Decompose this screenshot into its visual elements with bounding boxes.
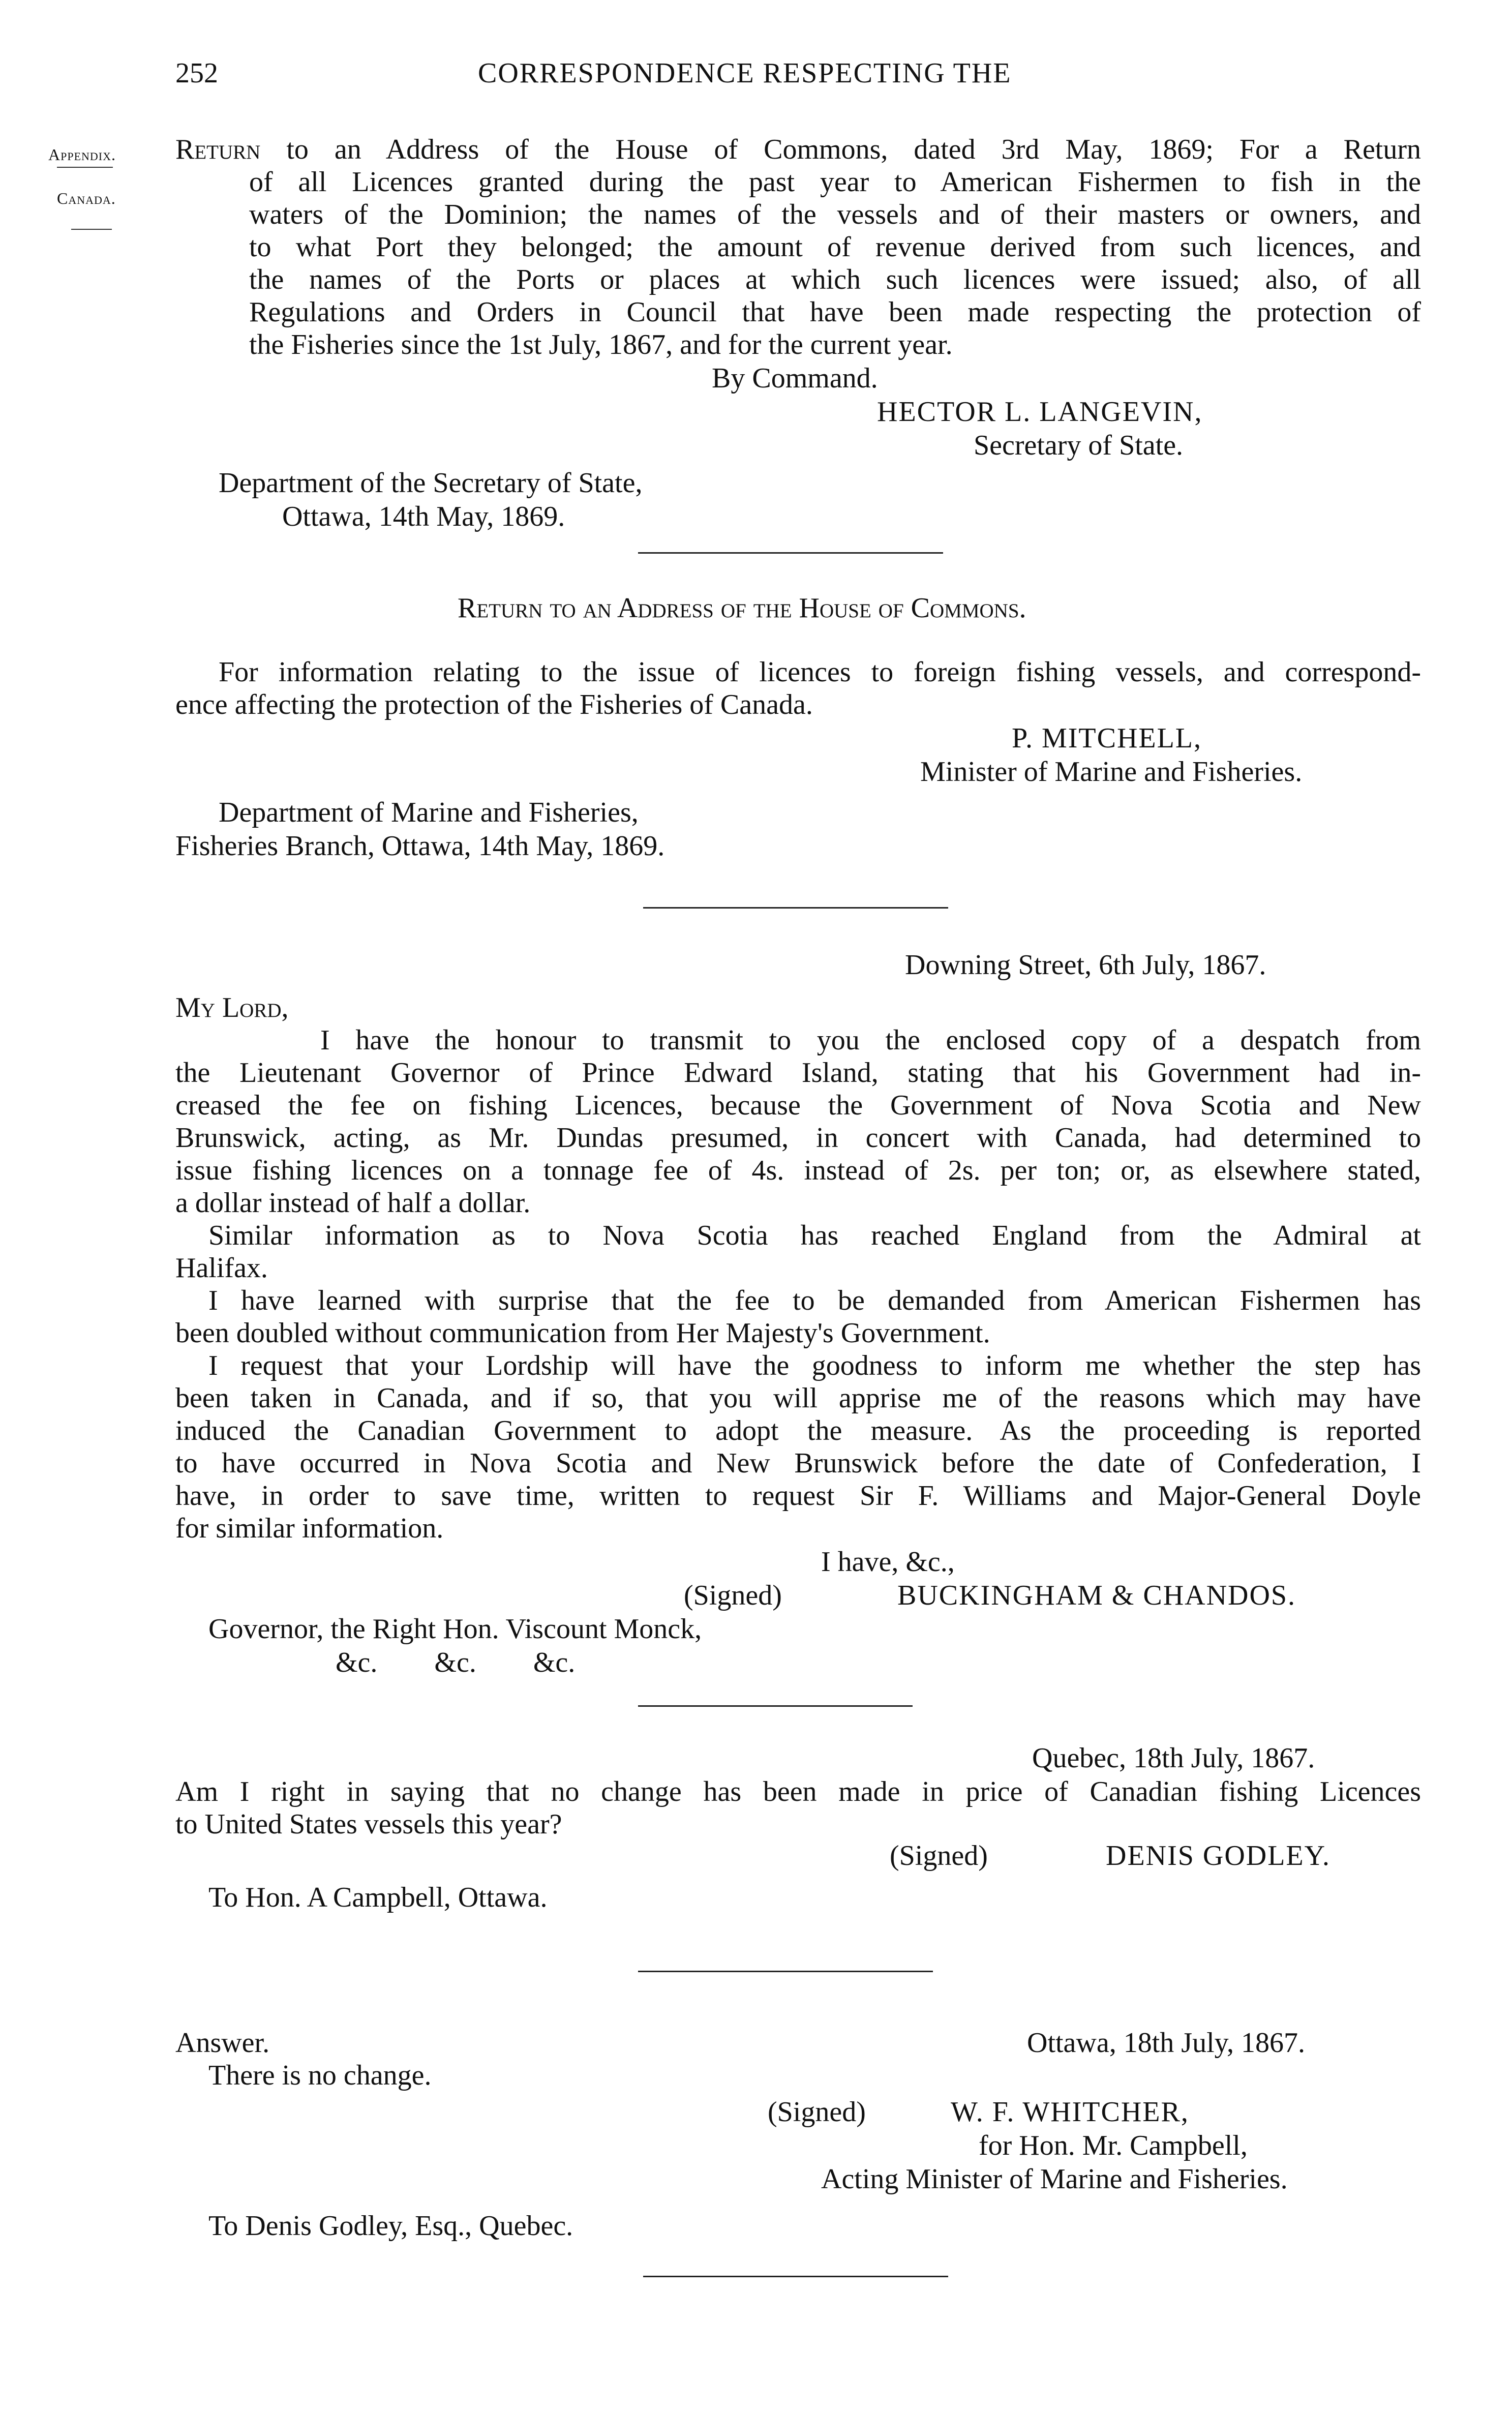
section-divider [643,2276,948,2277]
section-divider [643,907,948,909]
section-divider [638,552,943,554]
letter2-line2: to United States vessels this year? [175,1808,562,1840]
return1-line3: waters of the Dominion; the names of the vessels and of their masters or owners, and [249,199,1421,230]
letter1-line: I request that your Lordship will have the goodness to inform me whether the step has [208,1350,1421,1381]
running-title: CORRESPONDENCE RESPECTING THE [478,57,1012,89]
letter1-line: a dollar instead of half a dollar. [175,1187,531,1219]
return2-dept-line1: Department of Marine and Fisheries, [219,797,639,828]
return1-line5: the names of the Ports or places at which such licences were issued; also, of all [249,264,1421,295]
signer-mitchell: P. MITCHELL, [1012,722,1202,754]
letter3-body: There is no change. [208,2060,432,2091]
signer-langevin-title: Secretary of State. [974,430,1184,461]
letter1-salutation: My Lord, [175,992,289,1023]
signer-langevin: HECTOR L. LANGEVIN, [877,396,1203,428]
signer-whitcher: W. F. WHITCHER, [951,2096,1189,2128]
letter1-line: Similar information as to Nova Scotia has reached England from the Admiral at [208,1220,1421,1251]
letter1-line: been taken in Canada, and if so, that you will apprise me of the reasons which may have [175,1382,1421,1414]
letter1-addressee1: Governor, the Right Hon. Viscount Monck, [208,1613,702,1645]
letter3-label: Answer. [175,2027,270,2059]
letter2-dateline: Quebec, 18th July, 1867. [1032,1742,1315,1774]
letter1-line: been doubled without communication from Her Majesty's Government. [175,1317,990,1349]
letter1-line: issue fishing licences on a tonnage fee of 4s. instead of 2s. per ton; or, as elsewhere stated, [175,1155,1421,1186]
letter2-addressee: To Hon. A Campbell, Ottawa. [208,1882,548,1913]
letter1-line: have, in order to save time, written to request Sir F. Williams and Major-General Doyle [175,1480,1421,1512]
section-divider [638,1971,933,1972]
margin-note-appendix: Appendix. [48,145,116,164]
by-command: By Command. [712,363,878,394]
return1-dept-line2: Ottawa, 14th May, 1869. [282,501,565,532]
letter2-line1: Am I right in saying that no change has been made in price of Canadian fishing Licences [175,1776,1421,1807]
letter1-addressee2: &c. &c. &c. [336,1647,576,1678]
section-divider [638,1705,913,1707]
letter1-line: I have the honour to transmit to you the enclosed copy of a despatch from [320,1024,1421,1056]
letter1-closing: I have, &c., [821,1546,955,1578]
letter1-line: Brunswick, acting, as Mr. Dundas presumed, in concert with Canada, had determined to [175,1122,1421,1154]
letter3-dateline: Ottawa, 18th July, 1867. [1027,2027,1305,2059]
return1-line1 [175,133,1421,166]
margin-rule [71,229,112,230]
letter3-addressee: To Denis Godley, Esq., Quebec. [208,2210,573,2242]
letter2-signed: (Signed) [890,1840,988,1872]
signer-godley: DENIS GODLEY. [1106,1840,1330,1872]
page-number: 252 [175,57,218,89]
return1-dept-line1: Department of the Secretary of State, [219,467,643,499]
signer-mitchell-title: Minister of Marine and Fisheries. [920,756,1303,788]
letter1-line: the Lieutenant Governor of Prince Edward Island, stating that his Government had in- [175,1057,1421,1089]
return2-line2: ence affecting the protection of the Fisheries of Canada. [175,689,813,720]
letter1-line: for similar information. [175,1513,444,1544]
return1-line2: of all Licences granted during the past year to American Fishermen to fish in the [249,166,1421,198]
letter1-line: to have occurred in Nova Scotia and New Brunswick before the date of Confederation, I [175,1447,1421,1479]
return1-line7: the Fisheries since the 1st July, 1867, and for the current year. [249,329,953,360]
letter1-dateline: Downing Street, 6th July, 1867. [905,949,1266,981]
margin-rule [57,167,113,168]
letter1-line: creased the fee on fishing Licences, because the Government of Nova Scotia and New [175,1090,1421,1121]
return2-line1: For information relating to the issue of licences to foreign fishing vessels, and correspond- [219,656,1421,688]
return1-line4: to what Port they belonged; the amount of revenue derived from such licences, and [249,231,1421,263]
return2-dept-line2: Fisheries Branch, Ottawa, 14th May, 1869. [175,830,665,862]
letter1-line: I have learned with surprise that the fee to be demanded from American Fishermen has [208,1285,1421,1316]
return2-heading: Return to an Address of the House of Commons. [458,592,1026,624]
return1-line1-text: to an Address of the House of Commons, dated 3rd May, 1869; For a Return [286,134,1422,165]
signer-whitcher-line2: for Hon. Mr. Campbell, [979,2130,1248,2161]
letter1-signed: (Signed) [684,1580,782,1611]
return1-lead: Return [175,134,261,165]
return1-line6: Regulations and Orders in Council that have been made respecting the protection of [249,296,1421,328]
letter1-line: induced the Canadian Government to adopt the measure. As the proceeding is reported [175,1415,1421,1446]
letter3-signed: (Signed) [768,2096,866,2128]
signer-buckingham: BUCKINGHAM & CHANDOS. [897,1580,1296,1611]
letter1-line: Halifax. [175,1252,268,1284]
signer-whitcher-line3: Acting Minister of Marine and Fisheries. [821,2163,1288,2195]
margin-note-canada: Canada. [57,189,116,207]
